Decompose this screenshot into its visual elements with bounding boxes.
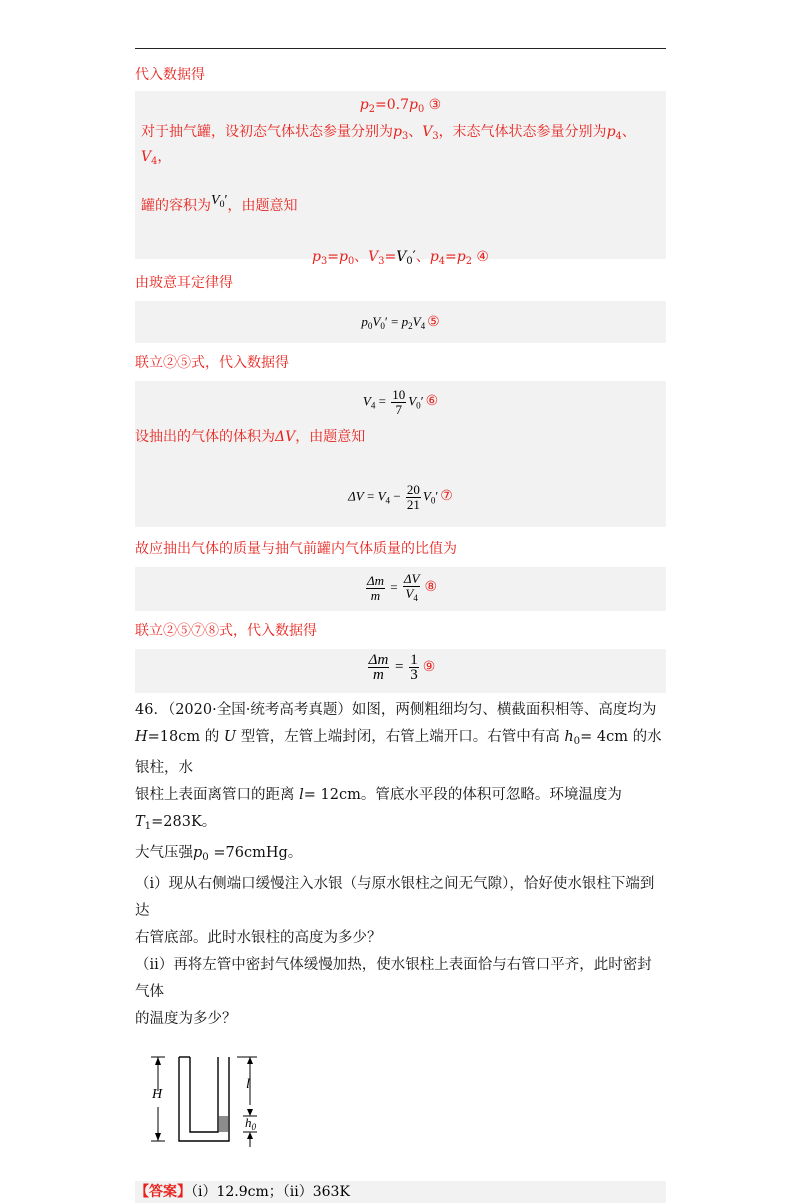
document-body [135,58,666,1203]
l-label: l [246,1077,250,1092]
section-heading-combine-25: 联立②⑤式，代入数据得 [135,355,289,371]
question-line-4: 大气压强$p_0$ =76cmHg。 [135,845,303,863]
equation-p2: $p_2=0.7p_0$ ③ [359,97,442,115]
question-part-ii-1: （ii）再将左管中密封气体缓慢加热，使水银柱上表面恰与右管口平齐，此时密封气体 [135,957,652,1000]
h-arrow-top [155,1057,161,1065]
section-heading-boyle: 由玻意耳定律得 [135,275,233,291]
question-line-2: H=18cm 的 U 型管，左管上端封闭，右管上端开口。右管中有高 $h_0= 4cm$ 的水银柱，水 [135,729,662,776]
section-heading-substitute: 代入数据得 [135,67,205,83]
u-tube-diagram [145,1043,305,1173]
equation-6: $V_4$ = $\frac{10}{7}$ $V_0'$ ⑥ [362,387,439,417]
question-line-3: 银柱上表面离管口的距离 l= 12cm。管底水平段的体积可忽略。环境温度为 $T_1=283K$。 [135,787,622,832]
question-part-i-2: 右管底部。此时水银柱的高度为多少？ [135,930,382,946]
answer-text: （i）12.9cm；（ii）363K [191,1184,350,1200]
equation-number: ③ [428,97,442,113]
answer-box [135,1181,666,1203]
equation-box-9: $\frac{\Delta m}{m}$ = $\frac{1}{3}$ ⑨ [135,649,666,693]
section-heading-mass-ratio: 故应抽出气体的质量与抽气前罐内气体质量的比值为 [135,541,457,557]
question-46 [135,697,666,1033]
answer-label: 【答案】 [135,1184,191,1200]
header-rule [135,48,666,49]
h-label: H [152,1087,163,1102]
question-part-ii-2: 的温度为多少？ [135,1011,237,1027]
h-arrow-bottom [155,1133,161,1141]
equation-box-5: $p_0V_0' = p_2V_4$ ⑤ [135,301,666,343]
question-line-1: 46．（2020·全国·统考高考真题）如图，两侧粗细均匀、横截面积相等、高度均为 [135,702,657,718]
mercury-column [219,1116,229,1132]
equation-box-7: $\Delta V = V_4$ − $\frac{20}{21}$ $V_0'$ ⑦ [135,477,666,527]
question-part-i-1: （i）现从右侧端口缓慢注入水银（与原水银柱之间无气隙），恰好使水银柱下端到达 [135,876,655,919]
u-tube-figure [135,1043,666,1173]
h0-label: $h_0$ [245,1115,257,1132]
equation-box-8: $\frac{\Delta m}{m}$ = $\frac{\Delta V}{V_4}$ ⑧ [135,567,666,611]
section-heading-combine-2578: 联立②⑤⑦⑧式，代入数据得 [135,623,317,639]
paragraph-tank-1: 对于抽气罐，设初态气体状态参量分别为$p_3$、$V_3$，末态气体状态参量分别为$p_4$、$V_4$， [141,124,636,167]
equation-conditions: $p_3=p_0$、$V_3=V_0'$、$p_4=p_2$ ④ [312,249,489,267]
tube-inner [190,1057,218,1132]
equation-box-6 [135,381,666,477]
paragraph-tank-2: 罐的容积为$V_0'$，由题意知 [141,193,298,214]
paragraph-delta-v: 设抽出的气体的体积为ΔV，由题意知 [135,429,366,445]
solution-box-tank [135,91,666,267]
